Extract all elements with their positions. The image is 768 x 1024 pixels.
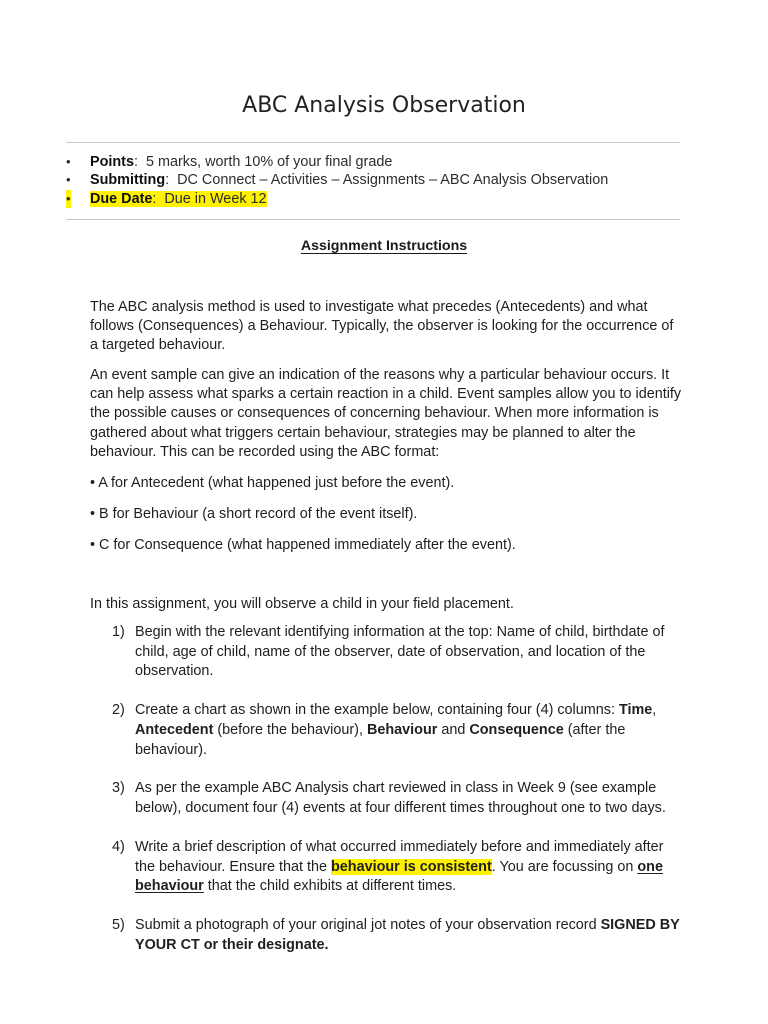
abc-item-b: • B for Behaviour (a short record of the event itself). <box>90 506 418 522</box>
abc-item-c: • C for Consequence (what happened immediately after the event). <box>90 537 516 553</box>
meta-points: • Points: 5 marks, worth 10% of your final grade <box>66 154 393 170</box>
signature-requirement: SIGNED BY YOUR CT or their designate. <box>135 917 680 953</box>
step-5-text: Submit a photograph of your original jot notes of your observation record SIGNED BY YOUR CT or their designate. <box>135 917 680 953</box>
step-4 <box>90 838 685 897</box>
steps-list <box>90 623 685 975</box>
divider-bottom <box>66 219 680 220</box>
step-1-text: Begin with the relevant identifying information at the top: Name of child, birthdate of child, age of child, name of the observer, date of observation, and location of the observation. <box>135 624 665 680</box>
step-number: 1) <box>112 624 125 640</box>
step-3 <box>90 779 685 818</box>
underlined-phrase: one behaviour <box>135 858 663 895</box>
bullet-icon: • <box>66 172 71 188</box>
meta-due-label: Due Date <box>90 190 153 207</box>
divider-top <box>66 142 680 143</box>
bullet-icon: • <box>66 154 71 169</box>
assignment-intro: In this assignment, you will observe a child in your field placement. <box>90 596 514 612</box>
meta-due-date: • Due Date: Due in Week 12 <box>66 190 267 207</box>
highlighted-phrase: behaviour is consistent <box>331 858 492 875</box>
instructions-heading: Assignment Instructions <box>300 238 468 254</box>
abc-item-a: • A for Antecedent (what happened just before the event). <box>90 475 455 491</box>
assignment-meta-list <box>66 153 680 208</box>
intro-paragraph-2 <box>90 366 685 462</box>
step-number: 2) <box>112 702 125 719</box>
step-2 <box>90 701 685 760</box>
meta-submitting-label: Submitting <box>90 172 166 189</box>
step-4-text: Write a brief description of what occurred immediately before and immediately after the behaviour. Ensure that the behaviour is consistent. You are focussing on one behaviour that the child exhibits at different times. <box>135 838 664 895</box>
meta-submitting: • Submitting: DC Connect – Activities – Assignments – ABC Analysis Observation <box>66 172 609 189</box>
step-1 <box>90 623 685 682</box>
intro-paragraph-1 <box>90 298 685 356</box>
meta-due-value: Due in Week 12 <box>164 190 267 207</box>
meta-submitting-value: DC Connect – Activities – Assignments – ABC Analysis Observation <box>177 172 609 189</box>
meta-points-label: Points <box>90 154 134 170</box>
step-5 <box>90 916 685 955</box>
step-3-text: As per the example ABC Analysis chart reviewed in class in Week 9 (see example below), document four (4) events at four different times throughout one to two days. <box>135 780 666 817</box>
step-number: 5) <box>112 917 125 934</box>
intro-p1-text: The ABC analysis method is used to investigate what precedes (Antecedents) and what follows (Consequences) a Behaviour. Typically, the observer is looking for the occurrence of a targeted behaviour. <box>90 299 674 354</box>
page-title: ABC Analysis Observation <box>242 93 526 118</box>
step-number: 4) <box>112 838 125 855</box>
meta-points-value: 5 marks, worth 10% of your final grade <box>145 154 393 170</box>
step-number: 3) <box>112 780 125 797</box>
intro-p2-text: An event sample can give an indication of the reasons why a particular behaviour occurs. It can help assess what sparks a certain reaction in a child. Event samples allow you to identify the possible causes or consequences of concerning behaviour. When more information is gathered about what triggers certain behaviour, strategies may be planned to alter the behaviour. This can be recorded using the ABC format: <box>90 367 682 460</box>
step-2-text: Create a chart as shown in the example below, containing four (4) columns: Time, Antecedent (before the behaviour), Behaviour and Consequence (after the behaviour). <box>135 702 657 758</box>
bullet-icon: • <box>66 190 71 208</box>
